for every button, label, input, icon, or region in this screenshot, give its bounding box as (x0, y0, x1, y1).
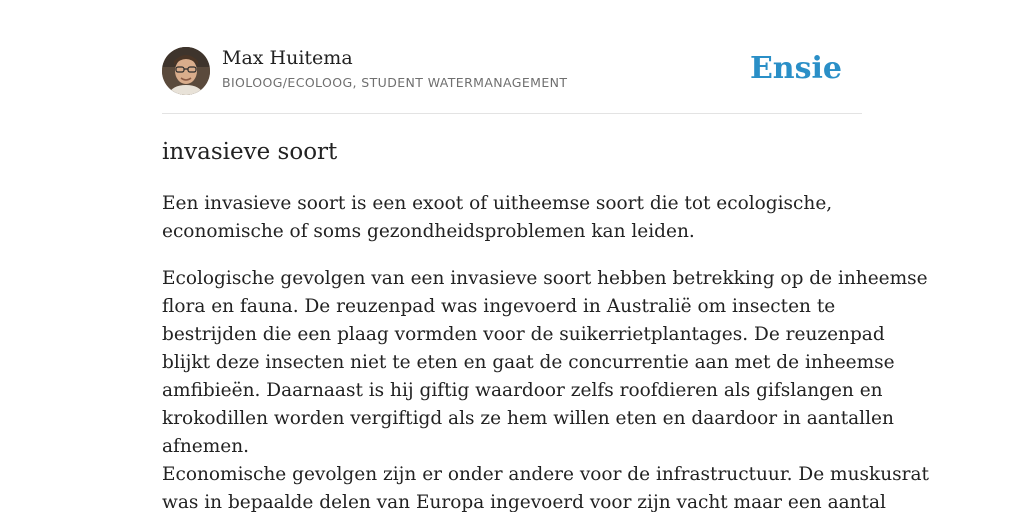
article-title: invasieve soort (162, 139, 338, 165)
paragraph-effects (162, 265, 929, 512)
author-role: BIOLOOG/ECOLOOG, STUDENT WATERMANAGEMENT (222, 75, 568, 90)
author-name[interactable]: Max Huitema (222, 47, 353, 69)
text-line: Economische gevolgen zijn er onder andere voor de infrastructuur. De muskusrat (162, 464, 929, 485)
paragraph-intro (162, 190, 862, 246)
header-divider (162, 113, 862, 114)
text-line: krokodillen worden vergiftigd als ze hem willen eten en daardoor in aantallen (162, 408, 894, 429)
author-avatar[interactable] (162, 47, 210, 95)
brand-logo[interactable]: Ensie (749, 51, 842, 86)
person-photo-icon (162, 47, 210, 95)
text-line: blijkt deze insecten niet te eten en gaat de concurrentie aan met de inheemse (162, 352, 895, 373)
text-line: was in bepaalde delen van Europa ingevoerd voor zijn vacht maar een aantal (162, 492, 886, 512)
text-line: Ecologische gevolgen van een invasieve soort hebben betrekking op de inheemse (162, 268, 928, 289)
text-line: bestrijden die een plaag vormden voor de suikerrietplantages. De reuzenpad (162, 324, 885, 345)
author-header (162, 47, 862, 95)
text-line: economische of soms gezondheidsproblemen kan leiden. (162, 221, 695, 242)
text-line: Een invasieve soort is een exoot of uitheemse soort die tot ecologische, (162, 193, 833, 214)
text-line: amfibieën. Daarnaast is hij giftig waardoor zelfs roofdieren als gifslangen en (162, 380, 883, 401)
text-line: flora en fauna. De reuzenpad was ingevoerd in Australië om insecten te (162, 296, 836, 317)
text-line: afnemen. (162, 436, 250, 457)
article-body (162, 190, 929, 512)
